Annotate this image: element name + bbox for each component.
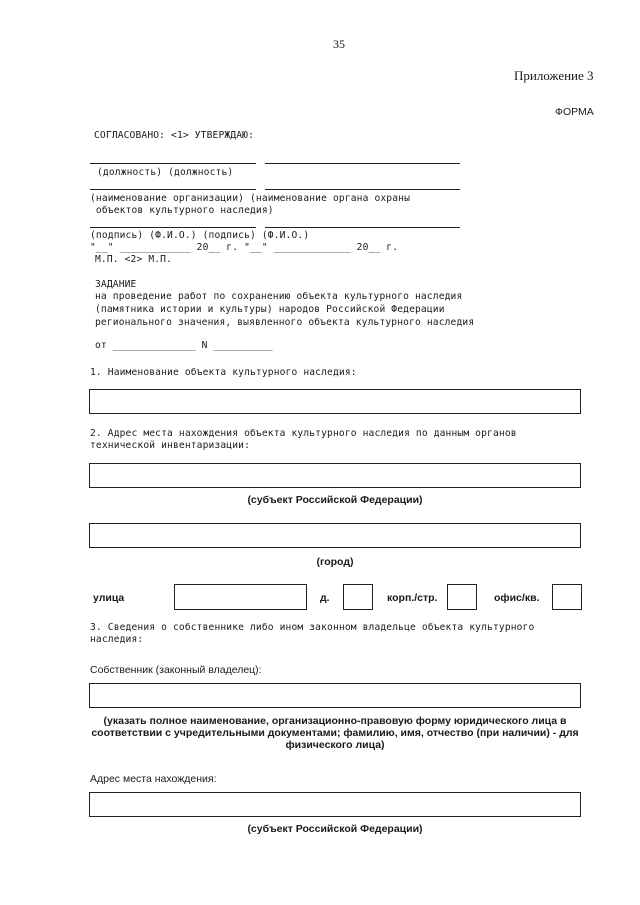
organization-line-left (90, 189, 256, 190)
region-field[interactable] (89, 463, 581, 488)
organization-line-right (265, 189, 460, 190)
owner-hint-line-2: соответствии с учредительными документами; фамилию, имя, отчество (при наличии) - для (91, 727, 579, 739)
owner-hint-line-1: (указать полное наименование, организационно-правовую форму юридического лица в (103, 715, 567, 727)
signature-line-right (265, 227, 460, 228)
object-name-field[interactable] (89, 389, 581, 414)
office-field[interactable] (552, 584, 582, 610)
signature-line-left (90, 227, 256, 228)
task-title: ЗАДАНИЕ (95, 279, 137, 290)
task-description-line-3: регионального значения, выявленного объекта культурного наследия (95, 317, 475, 328)
form-label: ФОРМА (555, 106, 594, 118)
section-3-label-line-2: наследия: (90, 634, 144, 645)
office-label: офис/кв. (494, 592, 540, 604)
owner-address-caption: (субъект Российской Федерации) (247, 823, 423, 835)
section-3-label-line-1: 3. Сведения о собственнике либо ином законном владельце объекта культурного (90, 622, 535, 633)
house-field[interactable] (343, 584, 373, 610)
section-2-label-line-1: 2. Адрес места нахождения объекта культурного наследия по данным органов (90, 428, 517, 439)
owner-label: Собственник (законный владелец): (90, 664, 262, 676)
organization-labels-continued: объектов культурного наследия) (90, 205, 274, 216)
owner-address-field[interactable] (89, 792, 581, 817)
task-number-line: от ______________ N __________ (95, 340, 273, 351)
section-1-label: 1. Наименование объекта культурного наследия: (90, 367, 357, 378)
approval-date-line: "__" ____________ 20__ г. "__" _____________ 20__ г. (90, 242, 399, 253)
street-field[interactable] (174, 584, 307, 610)
city-field[interactable] (89, 523, 581, 548)
position-line-left (90, 163, 256, 164)
task-description-line-2: (памятника истории и культуры) народов Российской Федерации (95, 304, 445, 315)
appendix-label: Приложение 3 (514, 68, 594, 83)
building-label: корп./стр. (387, 592, 438, 604)
page-number: 35 (333, 37, 345, 51)
house-label: д. (320, 592, 330, 604)
region-caption: (субъект Российской Федерации) (247, 494, 423, 506)
organization-labels: (наименование организации) (наименование органа охраны (90, 193, 410, 204)
city-caption: (город) (316, 556, 354, 568)
stamp-line: М.П. <2> М.П. (95, 254, 173, 265)
approval-header: СОГЛАСОВАНО: <1> УТВЕРЖДАЮ: (94, 130, 254, 141)
position-labels: (должность) (должность) (97, 167, 234, 178)
position-line-right (265, 163, 460, 164)
owner-field[interactable] (89, 683, 581, 708)
owner-address-label: Адрес места нахождения: (90, 773, 217, 785)
task-description-line-1: на проведение работ по сохранению объекта культурного наследия (95, 291, 463, 302)
building-field[interactable] (447, 584, 477, 610)
section-2-label-line-2: технической инвентаризации: (90, 440, 250, 451)
street-label: улица (93, 592, 125, 604)
signature-labels: (подпись) (Ф.И.О.) (подпись) (Ф.И.О.) (90, 230, 310, 241)
owner-hint-line-3: физического лица) (285, 739, 385, 751)
